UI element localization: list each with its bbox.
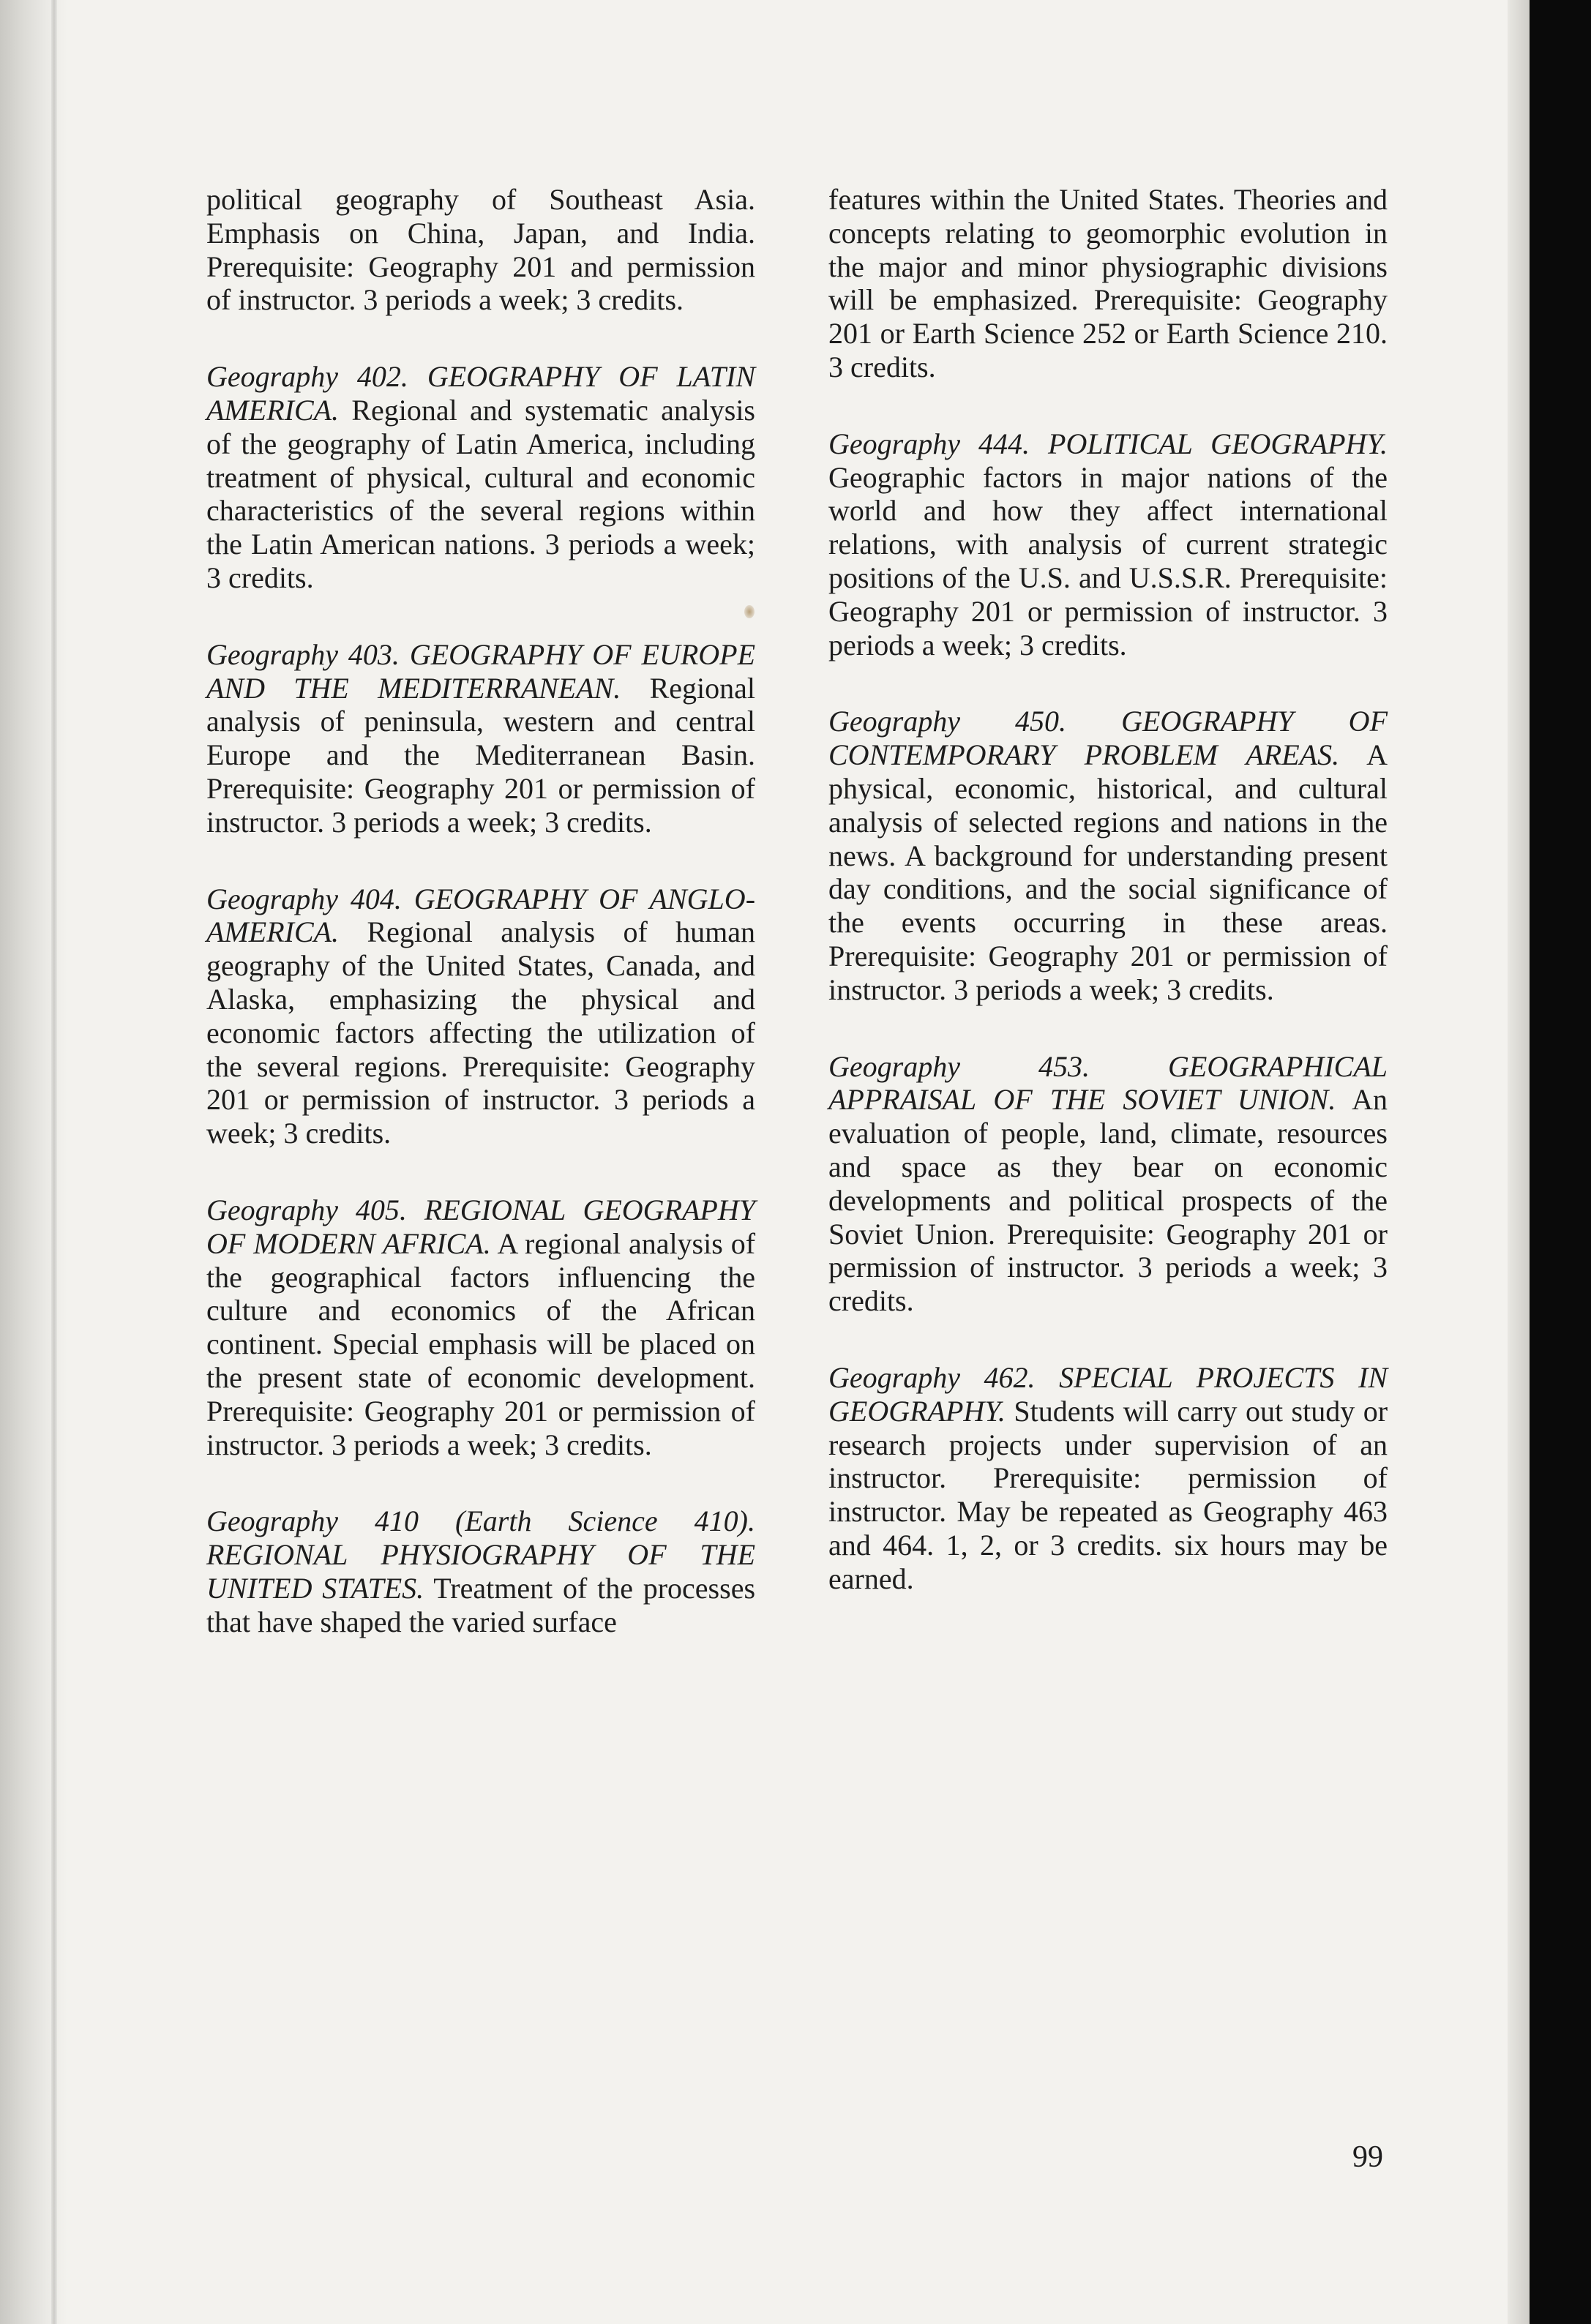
course-description: Regional analysis of human geography of the United States, Canada, and Alaska, emphasizing the physical and economic factors affecting the utilization of the several regions. Prerequisite: Geography 201 or permission of instructor. 3 periods a week; 3 credits. <box>206 915 756 1150</box>
right-column <box>828 183 1388 1638</box>
course-title: REGIONAL PHYSIOGRAPHY OF THE UNITED STATES. <box>206 1538 755 1605</box>
course-entry <box>828 1050 1388 1318</box>
course-entry <box>828 705 1388 1006</box>
course-number: Geography 403. <box>206 637 400 671</box>
course-number: Geography 462. <box>828 1360 1036 1394</box>
course-description: political geography of Southeast Asia. Emphasis on China, Japan, and India. Prerequisite: Geography 201 and permission of instructor. 3 periods a week; 3 credits. <box>206 183 755 317</box>
course-description: Treatment of the processes that have shaped the varied surface <box>206 1571 756 1638</box>
course-entry <box>828 1361 1388 1596</box>
course-title: GEOGRAPHICAL APPRAISAL OF THE SOVIET UNION. <box>828 1049 1388 1117</box>
course-entry <box>206 1504 755 1638</box>
course-title: GEOGRAPHY OF LATIN AMERICA. <box>206 360 755 427</box>
course-number: Geography 453. <box>828 1049 1090 1083</box>
course-title: REGIONAL GEOGRAPHY OF MODERN AFRICA. <box>206 1193 755 1260</box>
course-description: Regional and systematic analysis of the geography of Latin America, including treatment of physical, cultural and economic characteristics of the several regions within the Latin American nations. 3 periods a week; 3 credits. <box>206 393 755 594</box>
page-edge <box>1508 0 1530 2324</box>
course-description: An evaluation of people, land, climate, resources and space as they bear on economic developments and political prospects of the Soviet Union. Prerequisite: Geography 201 or permission of instructor. 3 periods a week; 3 credits. <box>828 1083 1388 1318</box>
course-number: Geography 402. <box>206 360 408 394</box>
course-title: SPECIAL PROJECTS IN GEOGRAPHY. <box>828 1360 1388 1428</box>
course-title: GEOGRAPHY OF CONTEMPORARY PROBLEM AREAS. <box>828 705 1388 772</box>
left-column <box>206 183 755 1682</box>
course-number: Geography 410 (Earth Science 410). <box>206 1504 755 1538</box>
course-number: Geography 405. <box>206 1193 407 1226</box>
course-entry <box>206 882 755 1150</box>
course-entry <box>828 427 1388 662</box>
binding-shadow <box>51 0 57 2324</box>
course-entry <box>828 183 1388 384</box>
course-title: GEOGRAPHY OF ANGLO-AMERICA. <box>206 882 756 949</box>
course-entry <box>206 1193 755 1461</box>
course-entry <box>206 183 755 317</box>
course-description: A regional analysis of the geographical factors influencing the culture and economics of the African continent. Special emphasis will be placed on the present state of economic development. Prerequisite: Geography 201 or permission of instructor. 3 periods a week; 3 credits. <box>206 1226 756 1461</box>
course-title: POLITICAL GEOGRAPHY. <box>1048 427 1388 460</box>
course-description: Regional analysis of peninsula, western and central Europe and the Mediterranean Basin. Prerequisite: Geography 201 or permission of instructor. 3 periods a week; 3 credits. <box>206 671 755 839</box>
course-description: Students will carry out study or research projects under supervision of an instructor. Prerequisite: permission of instructor. May be repeated as Geography 463 and 464. 1, 2, or 3 credits. six hours may be earned. <box>828 1394 1388 1595</box>
course-entry <box>206 360 755 595</box>
course-number: Geography 450. <box>828 705 1067 738</box>
page-number: 99 <box>1352 2140 1383 2174</box>
course-entry <box>206 638 755 839</box>
course-description: features within the United States. Theories and concepts relating to geomorphic evolution in the major and minor physiographic divisions will be emphasized. Prerequisite: Geography 201 or Earth Science 252 or Earth Science 210. 3 credits. <box>828 183 1388 383</box>
course-number: Geography 444. <box>828 427 1030 460</box>
course-title: GEOGRAPHY OF EUROPE AND THE MEDITERRANEAN. <box>206 637 756 705</box>
course-description: A physical, economic, historical, and cultural analysis of selected regions and nations in the news. A background for understanding present day conditions, and the social significance of the events occurring in these areas. Prerequisite: Geography 201 or permission of instructor. 3 periods a week; 3 credits. <box>828 738 1388 1006</box>
course-description: Geographic factors in major nations of the world and how they affect international relations, with analysis of current strategic positions of the U.S. and U.S.S.R. Prerequisite: Geography 201 or permission of instructor. 3 periods a week; 3 credits. <box>828 460 1388 661</box>
course-number: Geography 404. <box>206 882 402 915</box>
book-binding <box>0 0 67 2324</box>
